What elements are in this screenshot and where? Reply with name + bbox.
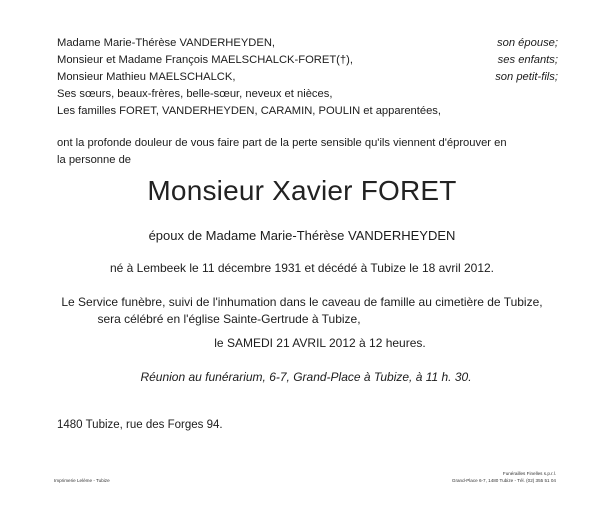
address-line: 1480 Tubize, rue des Forges 94. [57, 419, 223, 431]
service-line-1: Le Service funèbre, suivi de l'inhumation dans le caveau de famille au cimetière de Tubize, [61, 295, 543, 309]
printer-credit: Imprimerie Lelème - Tubize [54, 478, 110, 483]
family-name-5: Les familles FORET, VANDERHEYDEN, CARAMIN, POULIN et apparentées, [57, 105, 442, 117]
deceased-name: Monsieur Xavier FORET [147, 175, 457, 206]
announcement-line-1: ont la profonde douleur de vous faire part de la perte sensible qu'ils viennent d'éprouver en [57, 137, 507, 149]
family-relation-1: son épouse; [497, 37, 558, 49]
birth-death-line: né à Lembeek le 11 décembre 1931 et décédé à Tubize le 18 avril 2012. [109, 261, 495, 275]
spouse-line: époux de Madame Marie-Thérèse VANDERHEYDEN [148, 228, 456, 243]
funeral-home-address: Grand-Place 6-7, 1480 Tubize - Tél. (02) 355 51 04 [451, 478, 556, 483]
announcement-line-2: la personne de [57, 154, 132, 166]
family-name-4: Ses sœurs, beaux-frères, belle-sœur, neveux et nièces, [57, 88, 333, 100]
family-name-2: Monsieur et Madame François MAELSCHALCK-FORET(†), [57, 54, 353, 66]
service-line-2: sera célébré en l'église Sainte-Gertrude à Tubize, [97, 312, 361, 326]
reunion-line: Réunion au funérarium, 6-7, Grand-Place à Tubize, à 11 h. 30. [140, 370, 472, 384]
family-relation-2: ses enfants; [497, 54, 558, 66]
funeral-home-name: Funérailles Finelles s.p.r.l. [502, 471, 556, 476]
service-date-line: le SAMEDI 21 AVRIL 2012 à 12 heures. [214, 336, 426, 350]
family-relation-3: son petit-fils; [495, 71, 558, 83]
family-name-3: Monsieur Mathieu MAELSCHALCK, [57, 71, 236, 83]
family-name-1: Madame Marie-Thérèse VANDERHEYDEN, [57, 37, 276, 49]
